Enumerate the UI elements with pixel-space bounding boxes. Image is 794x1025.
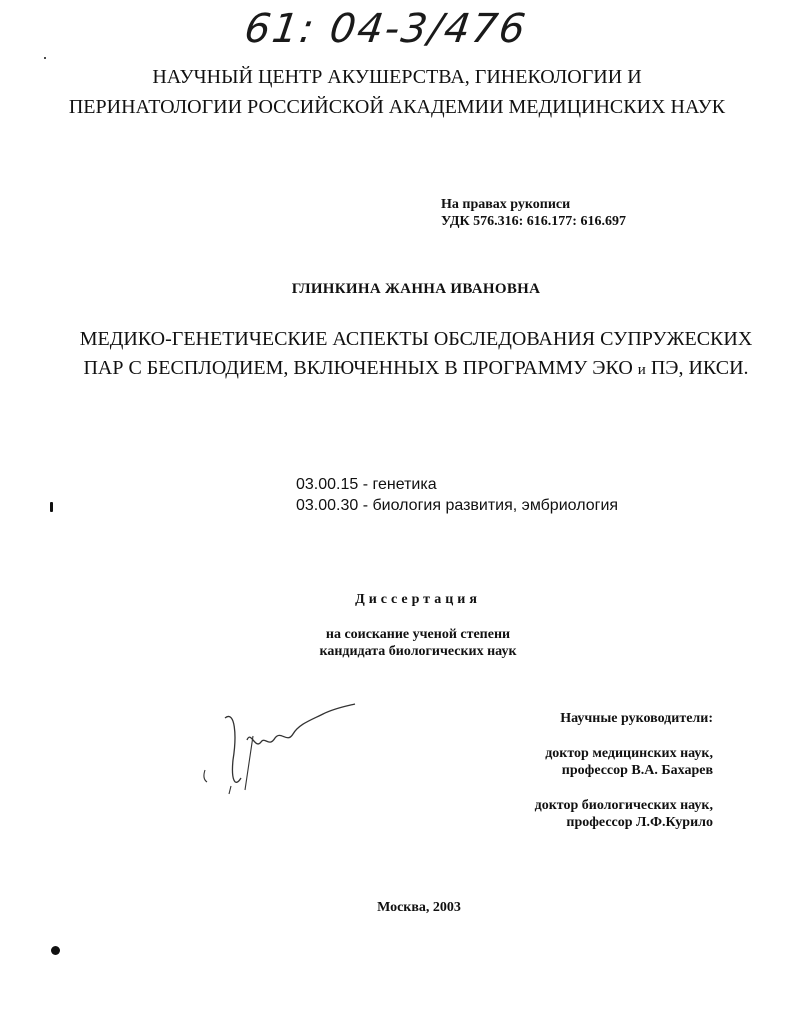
author-name: ГЛИНКИНА ЖАННА ИВАНОВНА [291,281,541,297]
institution-line-2: ПЕРИНАТОЛОГИИ РОССИЙСКОЙ АКАДЕМИИ МЕДИЦИНСКИХ НАУК [68,96,726,118]
manuscript-rights: На правах рукописи [441,197,571,212]
specialties-list [296,474,618,516]
title-line-2 [0,354,794,385]
supervisor-2-degree: доктор биологических наук, [534,798,713,813]
supervisor-2-name: профессор Л.Ф.Курило [566,815,713,830]
title-line-2-part-2: ПЭ, ИКСИ. [645,357,749,379]
supervisor-1-degree: доктор медицинских наук, [545,746,713,761]
udc-code: УДК 576.316: 616.177: 616.697 [441,214,626,229]
title-line-2-part-1: ПАР С БЕСПЛОДИЕМ, ВКЛЮЧЕННЫХ В ПРОГРАММУ ЭКО [83,357,638,379]
signature-handwritten [195,700,365,800]
dissertation-title [0,325,794,385]
supervisor-2 [535,797,713,831]
specialty-developmental-biology: 03.00.30 - биология развития, эмбриология [296,497,619,514]
scan-dot-bottom-left [51,946,60,955]
supervisors-heading: Научные руководители: [560,711,713,726]
supervisor-1 [545,745,713,779]
specialty-genetics: 03.00.15 - генетика [296,476,437,493]
title-conjunction: и [637,362,646,378]
scan-mark-left [50,502,53,512]
degree-block [0,626,794,660]
archive-code-handwritten: 61: 04-3/476 [241,6,530,52]
rights-block [441,196,626,230]
title-line-1: МЕДИКО-ГЕНЕТИЧЕСКИЕ АСПЕКТЫ ОБСЛЕДОВАНИЯ СУПРУЖЕСКИХ [79,328,753,350]
degree-line-2: кандидата биологических наук [319,644,517,659]
scan-speck-top-left [44,57,46,59]
supervisor-1-name: профессор В.А. Бахарев [561,763,713,778]
degree-line-1: на соискание ученой степени [325,627,511,642]
dissertation-label: Диссертация [355,592,481,607]
city-year: Москва, 2003 [377,900,461,915]
institution-line-1: НАУЧНЫЙ ЦЕНТР АКУШЕРСТВА, ГИНЕКОЛОГИИ И [152,66,642,88]
